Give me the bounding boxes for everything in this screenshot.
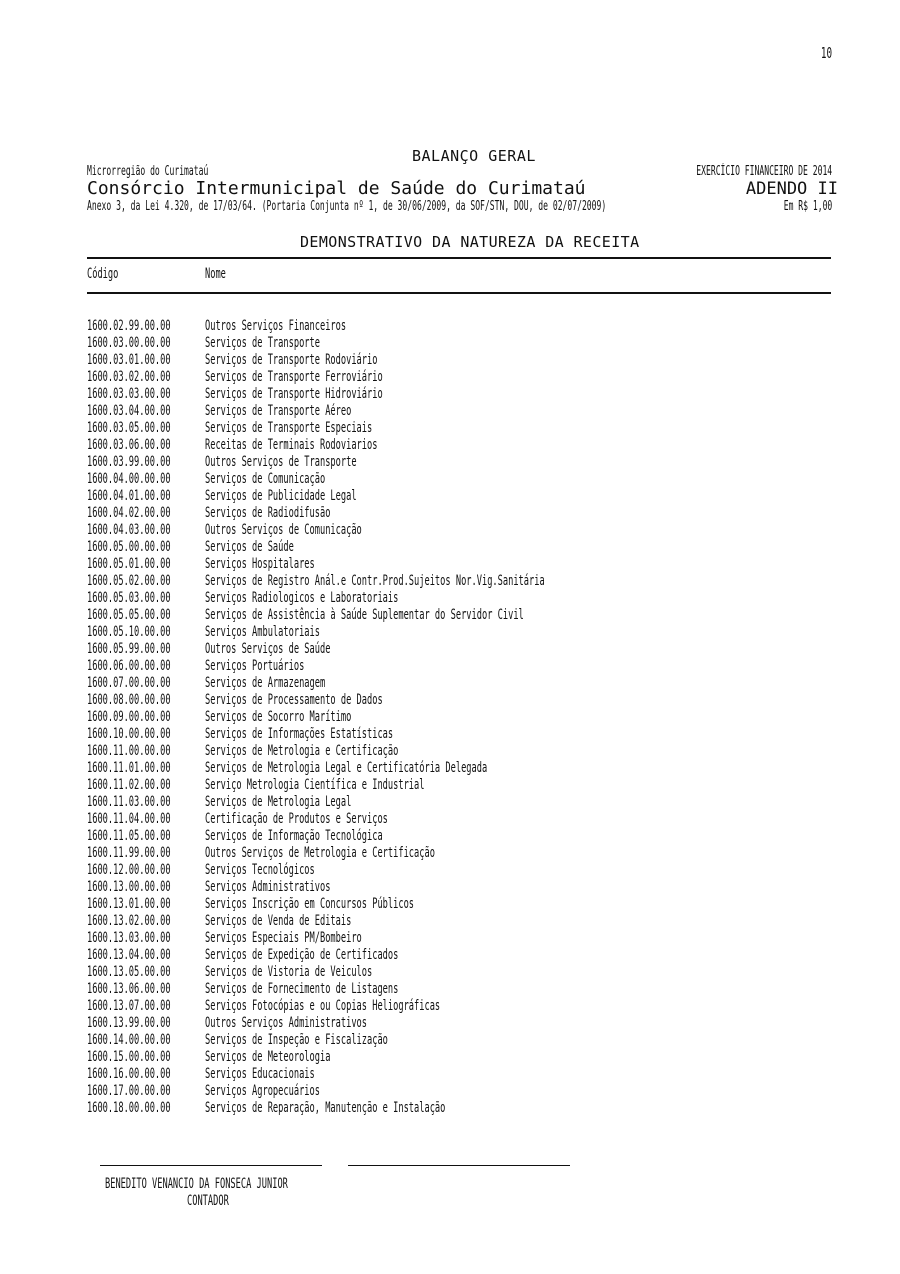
row-code: 1600.13.01.00.00 xyxy=(87,896,171,912)
row-name: Outros Serviços Administrativos xyxy=(205,1015,368,1031)
row-name: Serviços de Reparação, Manutenção e Instalação xyxy=(205,1100,446,1116)
column-header-code xyxy=(87,266,138,282)
row-code: 1600.13.99.00.00 xyxy=(87,1015,171,1031)
table-row xyxy=(87,573,831,590)
row-name: Serviços de Comunicação xyxy=(205,471,326,487)
row-code: 1600.05.00.00.00 xyxy=(87,539,171,555)
row-code: 1600.03.03.00.00 xyxy=(87,386,171,402)
row-code: 1600.12.00.00.00 xyxy=(87,862,171,878)
row-code: 1600.09.00.00.00 xyxy=(87,709,171,725)
table-row xyxy=(87,896,831,913)
row-code: 1600.13.07.00.00 xyxy=(87,998,171,1014)
row-name: Serviços de Transporte Hidroviário xyxy=(205,386,383,402)
legal-basis-text: Anexo 3, da Lei 4.320, de 17/03/64. (Portaria Conjunta nº 1, de 30/06/2009, da SOF/STN, DOU, de 02/07/2009) xyxy=(87,199,607,214)
row-code: 1600.11.03.00.00 xyxy=(87,794,171,810)
row-code: 1600.13.02.00.00 xyxy=(87,913,171,929)
fiscal-year-label xyxy=(613,164,832,179)
signature-line-second xyxy=(348,1165,570,1166)
row-name: Serviços de Transporte xyxy=(205,335,320,351)
table-row xyxy=(87,709,831,726)
row-name: Serviços de Transporte Especiais xyxy=(205,420,373,436)
table-row xyxy=(87,624,831,641)
table-row xyxy=(87,692,831,709)
signature-line-contador xyxy=(100,1165,322,1166)
row-name: Serviços Inscrição em Concursos Públicos xyxy=(205,896,415,912)
row-code: 1600.13.05.00.00 xyxy=(87,964,171,980)
row-name: Serviços Tecnológicos xyxy=(205,862,315,878)
row-name: Serviços de Armazenagem xyxy=(205,675,326,691)
table-row xyxy=(87,335,831,352)
row-name: Serviços Agropecuários xyxy=(205,1083,320,1099)
row-code: 1600.11.05.00.00 xyxy=(87,828,171,844)
row-code: 1600.05.10.00.00 xyxy=(87,624,171,640)
row-name: Serviços de Vistoria de Veiculos xyxy=(205,964,373,980)
table-row xyxy=(87,1015,831,1032)
row-name: Serviços de Publicidade Legal xyxy=(205,488,357,504)
row-name: Serviços Hospitalares xyxy=(205,556,315,572)
table-row xyxy=(87,675,831,692)
row-code: 1600.04.02.00.00 xyxy=(87,505,171,521)
table-row xyxy=(87,1083,831,1100)
table-row xyxy=(87,318,831,335)
fiscal-year-text: EXERCÍCIO FINANCEIRO DE 2014 xyxy=(696,164,832,179)
row-code: 1600.13.03.00.00 xyxy=(87,930,171,946)
row-name: Serviços de Meteorologia xyxy=(205,1049,331,1065)
row-name: Serviços de Transporte Aéreo xyxy=(205,403,352,419)
row-name: Serviços de Metrologia e Certificação xyxy=(205,743,399,759)
table-row xyxy=(87,556,831,573)
table-row xyxy=(87,726,831,743)
row-name: Serviços de Processamento de Dados xyxy=(205,692,383,708)
table-row xyxy=(87,845,831,862)
row-code: 1600.18.00.00.00 xyxy=(87,1100,171,1116)
row-code: 1600.04.00.00.00 xyxy=(87,471,171,487)
row-code: 1600.03.02.00.00 xyxy=(87,369,171,385)
row-code: 1600.04.03.00.00 xyxy=(87,522,171,538)
table-row xyxy=(87,760,831,777)
header-bottom-rule xyxy=(87,292,831,294)
row-name: Certificação de Produtos e Serviços xyxy=(205,811,388,827)
row-name: Outros Serviços de Saúde xyxy=(205,641,331,657)
row-name: Serviços de Expedição de Certificados xyxy=(205,947,399,963)
row-name: Serviços de Transporte Rodoviário xyxy=(205,352,378,368)
region-label xyxy=(87,164,283,179)
row-name: Serviços de Metrologia Legal xyxy=(205,794,352,810)
addendum-label: ADENDO II xyxy=(745,179,838,199)
table-row xyxy=(87,590,831,607)
row-name: Serviço Metrologia Científica e Industrial xyxy=(205,777,425,793)
signer-role-text: CONTADOR xyxy=(187,1193,229,1209)
row-code: 1600.14.00.00.00 xyxy=(87,1032,171,1048)
row-code: 1600.11.01.00.00 xyxy=(87,760,171,776)
signer-name-text: BENEDITO VENANCIO DA FONSECA JUNIOR xyxy=(105,1176,288,1192)
row-name: Serviços de Saúde xyxy=(205,539,294,555)
row-code: 1600.13.06.00.00 xyxy=(87,981,171,997)
row-code: 1600.11.00.00.00 xyxy=(87,743,171,759)
row-code: 1600.08.00.00.00 xyxy=(87,692,171,708)
table-row xyxy=(87,386,831,403)
header-top-rule xyxy=(87,257,831,259)
row-name: Serviços Portuários xyxy=(205,658,305,674)
table-row xyxy=(87,947,831,964)
table-row xyxy=(87,505,831,522)
row-name: Serviços de Inspeção e Fiscalização xyxy=(205,1032,388,1048)
entity-name: Consórcio Intermunicipal de Saúde do Curimataú xyxy=(87,178,586,199)
table-row xyxy=(87,1032,831,1049)
row-code: 1600.16.00.00.00 xyxy=(87,1066,171,1082)
row-name: Receitas de Terminais Rodoviarios xyxy=(205,437,378,453)
row-code: 1600.03.05.00.00 xyxy=(87,420,171,436)
table-row xyxy=(87,811,831,828)
table-row xyxy=(87,879,831,896)
table-row xyxy=(87,964,831,981)
row-code: 1600.05.05.00.00 xyxy=(87,607,171,623)
table-row xyxy=(87,607,831,624)
row-code: 1600.04.01.00.00 xyxy=(87,488,171,504)
table-row xyxy=(87,641,831,658)
row-code: 1600.11.02.00.00 xyxy=(87,777,171,793)
row-name: Outros Serviços Financeiros xyxy=(205,318,347,334)
row-code: 1600.03.04.00.00 xyxy=(87,403,171,419)
row-code: 1600.13.04.00.00 xyxy=(87,947,171,963)
table-row xyxy=(87,403,831,420)
region-text: Microrregião do Curimataú xyxy=(87,164,209,179)
row-code: 1600.03.99.00.00 xyxy=(87,454,171,470)
row-code: 1600.07.00.00.00 xyxy=(87,675,171,691)
table-row xyxy=(87,522,831,539)
row-code: 1600.03.00.00.00 xyxy=(87,335,171,351)
row-name: Outros Serviços de Metrologia e Certificação xyxy=(205,845,435,861)
table-row xyxy=(87,352,831,369)
row-code: 1600.11.99.00.00 xyxy=(87,845,171,861)
row-name: Serviços de Assistência à Saúde Suplementar do Servidor Civil xyxy=(205,607,524,623)
table-row xyxy=(87,1066,831,1083)
row-code: 1600.03.01.00.00 xyxy=(87,352,171,368)
row-code: 1600.05.02.00.00 xyxy=(87,573,171,589)
row-name: Serviços de Venda de Editais xyxy=(205,913,352,929)
row-code: 1600.05.03.00.00 xyxy=(87,590,171,606)
table-row xyxy=(87,794,831,811)
report-subtitle: DEMONSTRATIVO DA NATUREZA DA RECEITA xyxy=(300,233,640,251)
row-code: 1600.17.00.00.00 xyxy=(87,1083,171,1099)
table-row xyxy=(87,471,831,488)
currency-text: Em R$ 1,00 xyxy=(783,199,832,214)
row-name: Serviços Radiologicos e Laboratoriais xyxy=(205,590,399,606)
column-header-name-text: Nome xyxy=(205,266,226,282)
row-name: Serviços Especiais PM/Bombeiro xyxy=(205,930,362,946)
row-name: Serviços de Radiodifusão xyxy=(205,505,331,521)
table-row xyxy=(87,998,831,1015)
row-code: 1600.13.00.00.00 xyxy=(87,879,171,895)
row-name: Serviços de Socorro Marítimo xyxy=(205,709,352,725)
table-row xyxy=(87,488,831,505)
column-header-name xyxy=(205,266,239,282)
table-row xyxy=(87,454,831,471)
row-name: Serviços de Informações Estatísticas xyxy=(205,726,394,742)
table-row xyxy=(87,828,831,845)
table-row xyxy=(87,369,831,386)
row-code: 1600.15.00.00.00 xyxy=(87,1049,171,1065)
row-name: Outros Serviços de Transporte xyxy=(205,454,357,470)
row-code: 1600.05.01.00.00 xyxy=(87,556,171,572)
table-row xyxy=(87,437,831,454)
table-row xyxy=(87,743,831,760)
signer-name xyxy=(105,1176,400,1192)
table-row xyxy=(87,420,831,437)
row-name: Serviços de Registro Anál.e Contr.Prod.Sujeitos Nor.Vig.Sanitária xyxy=(205,573,545,589)
row-name: Serviços de Metrologia Legal e Certificatória Delegada xyxy=(205,760,488,776)
currency-label xyxy=(754,199,832,214)
page-number: 10 xyxy=(820,44,832,62)
document-title: BALANÇO GERAL xyxy=(412,147,536,165)
row-name: Serviços de Informação Tecnológica xyxy=(205,828,383,844)
table-row xyxy=(87,862,831,879)
table-row xyxy=(87,913,831,930)
table-row xyxy=(87,930,831,947)
row-name: Serviços de Fornecimento de Listagens xyxy=(205,981,399,997)
column-header-code-text: Código xyxy=(87,266,119,282)
row-name: Serviços Fotocópias e ou Copias Heliográficas xyxy=(205,998,441,1014)
table-row xyxy=(87,658,831,675)
row-name: Serviços de Transporte Ferroviário xyxy=(205,369,383,385)
table-row xyxy=(87,539,831,556)
table-row xyxy=(87,777,831,794)
row-name: Serviços Ambulatoriais xyxy=(205,624,320,640)
row-code: 1600.05.99.00.00 xyxy=(87,641,171,657)
row-code: 1600.06.00.00.00 xyxy=(87,658,171,674)
signer-role xyxy=(187,1193,254,1209)
row-name: Serviços Administrativos xyxy=(205,879,331,895)
revenue-table-body xyxy=(87,318,831,1117)
row-code: 1600.10.00.00.00 xyxy=(87,726,171,742)
row-name: Serviços Educacionais xyxy=(205,1066,315,1082)
row-code: 1600.03.06.00.00 xyxy=(87,437,171,453)
row-code: 1600.11.04.00.00 xyxy=(87,811,171,827)
table-row xyxy=(87,981,831,998)
table-row xyxy=(87,1049,831,1066)
row-code: 1600.02.99.00.00 xyxy=(87,318,171,334)
table-row xyxy=(87,1100,831,1117)
row-name: Outros Serviços de Comunicação xyxy=(205,522,362,538)
